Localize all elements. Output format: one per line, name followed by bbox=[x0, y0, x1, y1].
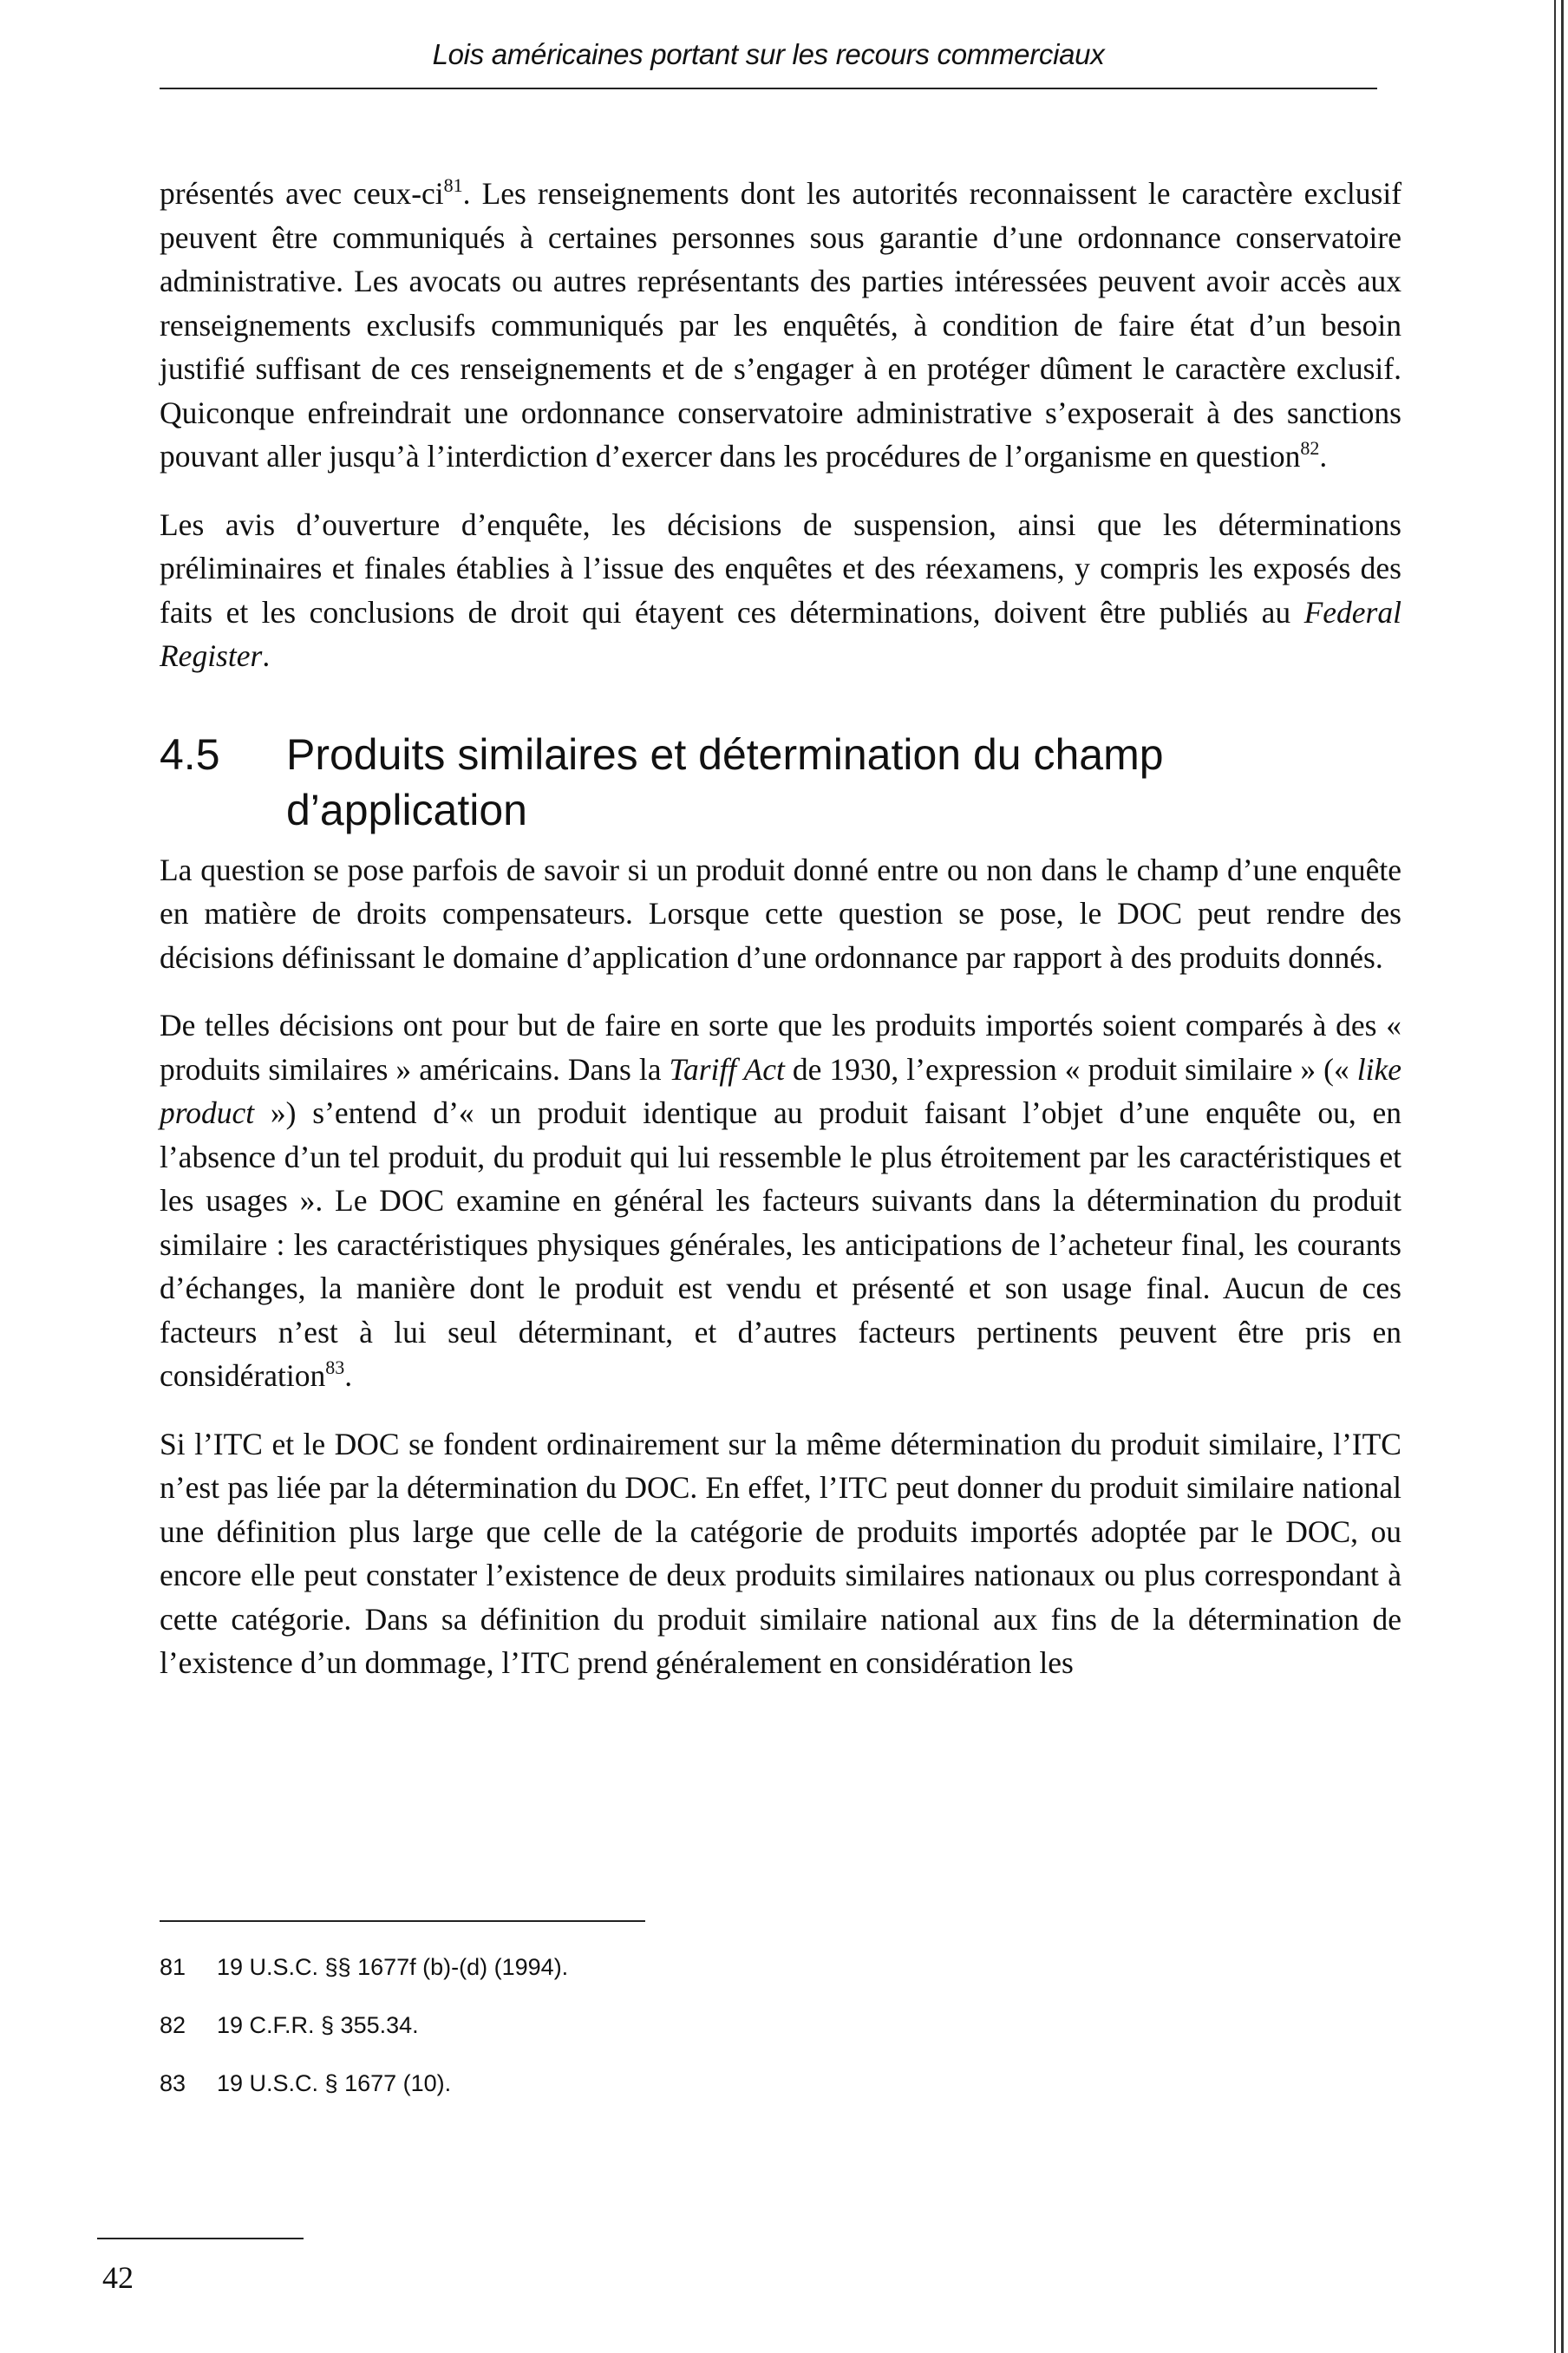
footnote-number: 82 bbox=[160, 2012, 186, 2038]
header-rule bbox=[160, 88, 1377, 89]
section-number: 4.5 bbox=[160, 729, 220, 779]
footnote-ref-82[interactable]: 82 bbox=[1300, 437, 1320, 459]
footnote-rule bbox=[160, 1920, 645, 1922]
footnote-number: 83 bbox=[160, 2070, 186, 2096]
federal-register-title: Federal Register bbox=[160, 594, 1401, 673]
footnote-number: 81 bbox=[160, 1954, 186, 1980]
footnote-text: 19 U.S.C. § 1677 (10). bbox=[217, 2070, 452, 2096]
footnote-text: 19 C.F.R. § 355.34. bbox=[217, 2012, 419, 2038]
section-heading bbox=[160, 727, 1401, 838]
section-title: Produits similaires et détermination du champ d’application bbox=[286, 729, 1164, 834]
footnote-ref-83[interactable]: 83 bbox=[325, 1356, 345, 1378]
paragraph-1: présentés avec ceux-$ci^{81}$. Les renseignements dont les autorités reconnaissent le caractère exclusif peuvent être communiqués à certaines personnes sous garantie d’une ordonnance conservatoire administrative. Les avocats ou autres représentants des parties intéressées peuvent avoir accès aux renseignements exclusifs communiqués par les enquêtés, à condition de faire état d’un besoin justifié suffisant de ces renseignements et de s’engager à en protéger dûment le caractère exclusif. Quiconque enfreindrait une ordonnance conservatoire administrative s’exposerait à des sanctions pouvant aller jusqu’à l’interdiction d’exercer dans les procédures de l’organisme en question$^{82}$. bbox=[160, 174, 1402, 474]
scan-edge-line bbox=[1561, 0, 1564, 2353]
footnote bbox=[160, 2069, 1200, 2097]
folio-rule bbox=[97, 2238, 304, 2239]
running-head: Lois américaines portant sur les recours commerciaux bbox=[432, 38, 1105, 70]
footnote bbox=[160, 1953, 1200, 1981]
paragraph-4: De telles décisions ont pour but de faire en sorte que les produits importés soient comparés à des « produits similaires » américains. Dans la Tariff Act de 1930, l’expression « produit similaire » (« like product ») s’entend d’« un produit identique au produit faisant l’objet d’une enquête ou, en l’absence d’un tel produit, du produit qui lui ressemble le plus étroitement par les caractéristiques et les usages ». Le DOC examine en général les facteurs suivants dans la détermination du produit similaire : les caractéristiques physiques générales, les anticipations de l’acheteur final, les courants d’échanges, la manière dont le produit est vendu et présenté et son usage final. Aucun de ces facteurs n’est à lui seul déterminant, et d’autres facteurs pertinents peuvent être pris en considération$^{83}$. bbox=[160, 1008, 1401, 1393]
footnote bbox=[160, 2011, 1200, 2039]
body-text bbox=[160, 172, 1401, 1709]
scan-edge-line bbox=[1554, 0, 1556, 2353]
footnote-ref-81[interactable]: 81 bbox=[443, 174, 463, 196]
footnote-text: 19 U.S.C. §§ 1677f (b)-(d) (1994). bbox=[217, 1954, 569, 1980]
paragraph-2: Les avis d’ouverture d’enquête, les décisions de suspension, ainsi que les déterminations préliminaires et finales établies à l’issue des enquêtes et des réexamens, y compris les exposés des faits et les conclusions de droit qui étayent ces déterminations, doivent être publiés au Federal Register. bbox=[160, 507, 1401, 673]
paragraph-5: Si l’ITC et le DOC se fondent ordinairement sur la même détermination du produit similaire, l’ITC n’est pas liée par la détermination du DOC. En effet, l’ITC peut donner du produit similaire national une définition plus large que celle de la catégorie de produits importés adoptée par le DOC, ou encore elle peut constater l’existence de deux produits similaires nationaux ou plus correspondant à cette catégorie. Dans sa définition du produit similaire national aux fins de la détermination de l’existence d’un dommage, l’ITC prend généralement en considération les bbox=[160, 1426, 1401, 1680]
paragraph-3: La question se pose parfois de savoir si un produit donné entre ou non dans le champ d’une enquête en matière de droits compensateurs. Lorsque cette question se pose, le DOC peut rendre des décisions définissant le domaine d’application d’une ordonnance par rapport à des produits donnés. bbox=[160, 852, 1401, 975]
footnotes bbox=[160, 1953, 1200, 2128]
page-number: 42 bbox=[102, 2260, 134, 2295]
